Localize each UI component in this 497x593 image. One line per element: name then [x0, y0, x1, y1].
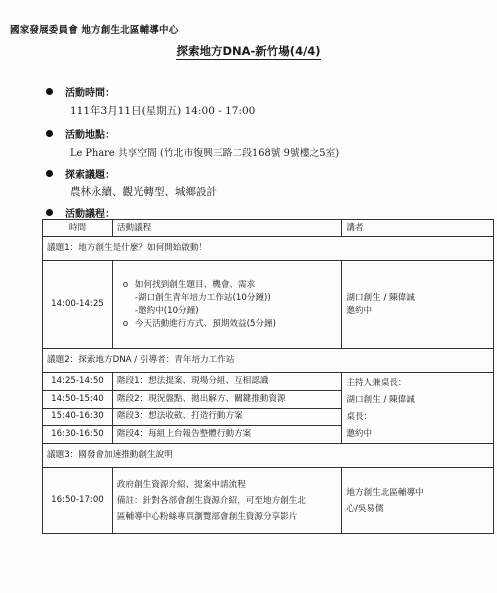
topic1-text: 議題1：地方創生是什麼？如何開始啟動！ — [43, 237, 494, 261]
block1-speaker — [342, 261, 494, 349]
section-agenda — [46, 205, 115, 220]
sub-item: -邀約中(10分鐘) — [134, 305, 199, 316]
time-value: 111年3月11日(星期五) 14:00 - 17:00 — [70, 105, 256, 117]
list-item — [117, 318, 337, 331]
stage-time: 14:25-14:50 — [43, 373, 113, 391]
circle-bullet-icon: o — [122, 318, 129, 329]
organization-header: 國家發展委員會 地方創生北區輔導中心 — [10, 25, 179, 36]
header-speaker: 講者 — [342, 220, 494, 237]
agenda-line: 區輔導中心粉絲專頁瀏覽部會創生資源分享影片 — [116, 511, 298, 522]
time-label: 活動時間： — [65, 88, 115, 99]
topic3-text: 議題3：國發會加速推動創生說明 — [43, 444, 494, 468]
stage-time: 16:30-16:50 — [43, 426, 113, 444]
agenda-label: 活動議程： — [65, 209, 115, 220]
table-row — [43, 468, 494, 534]
item-text: 如何找到創生題目、機會、需求 — [134, 279, 256, 290]
sub-item: -湖口創生青年培力工作站(10分鐘)) — [134, 292, 271, 303]
list-item — [117, 279, 337, 292]
block1-agenda — [112, 261, 341, 349]
agenda-line: 政府創生資源介紹、提案申請流程 — [116, 479, 246, 490]
speaker-line: 邀約中 — [346, 429, 373, 439]
speaker-line: 心/吳易儒 — [346, 503, 384, 514]
section-time — [46, 84, 115, 99]
stage-desc: 階段1：想法提案、現場分組、互相認識 — [112, 373, 341, 391]
title-text: 探索地方DNA-新竹場(4/4) — [176, 44, 321, 58]
stage-desc: 階段2：現況盤點、拋出解方、關鍵推動資源 — [112, 390, 341, 408]
bullet-icon — [46, 209, 53, 216]
stage-desc: 階段4：每組上台報告整體行動方案 — [112, 426, 341, 444]
speaker-line: 主持人兼桌長： — [346, 378, 407, 388]
speaker-line: 邀約中 — [346, 305, 373, 316]
table-header-row — [43, 220, 494, 237]
stage-desc: 階段3：想法收斂、打造行動方案 — [112, 408, 341, 426]
stage-time: 15:40-16:30 — [43, 408, 113, 426]
topic-row — [43, 349, 494, 373]
table-row — [43, 261, 494, 349]
block3-time: 16:50-17:00 — [43, 468, 113, 534]
block3-agenda — [112, 468, 341, 534]
item-text: 今天活動進行方式、預期效益(5分鐘) — [134, 318, 276, 329]
place-value: Le Phare 共享空間 (竹北市復興三路二段168號 9號樓之5室) — [70, 148, 340, 159]
topic-label: 探索議題： — [65, 170, 115, 181]
bullet-icon — [46, 88, 53, 95]
stage-speakers — [342, 373, 494, 444]
topic-row — [43, 237, 494, 261]
section-place — [46, 126, 115, 141]
circle-bullet-icon: o — [122, 279, 129, 290]
speaker-line: 湖口創生 / 陳偉誠 — [346, 292, 415, 303]
agenda-table — [42, 219, 494, 534]
agenda-line: 備註：針對各部會創生資源介紹，可至地方創生北 — [116, 495, 306, 506]
place-label: 活動地點： — [65, 130, 115, 141]
header-agenda: 活動議程 — [112, 220, 341, 237]
speaker-line: 湖口創生 / 陳偉誠 — [346, 395, 415, 405]
speaker-line: 地方創生北區輔導中 — [346, 487, 424, 498]
table-row — [43, 373, 494, 391]
bullet-icon — [46, 170, 53, 177]
section-topic — [46, 166, 115, 181]
topic2-text: 議題2：探索地方DNA / 引導者：青年培力工作站 — [43, 349, 494, 373]
topic-value: 農林永續、觀光轉型、城鄉設計 — [70, 186, 217, 198]
topic-row — [43, 444, 494, 468]
block1-time: 14:00-14:25 — [43, 261, 113, 349]
bullet-icon — [46, 130, 53, 137]
speaker-line: 桌長： — [346, 412, 373, 422]
document-title — [0, 43, 497, 59]
stage-time: 14:50-15:40 — [43, 390, 113, 408]
header-time: 時間 — [43, 220, 113, 237]
block3-speaker — [342, 468, 494, 534]
